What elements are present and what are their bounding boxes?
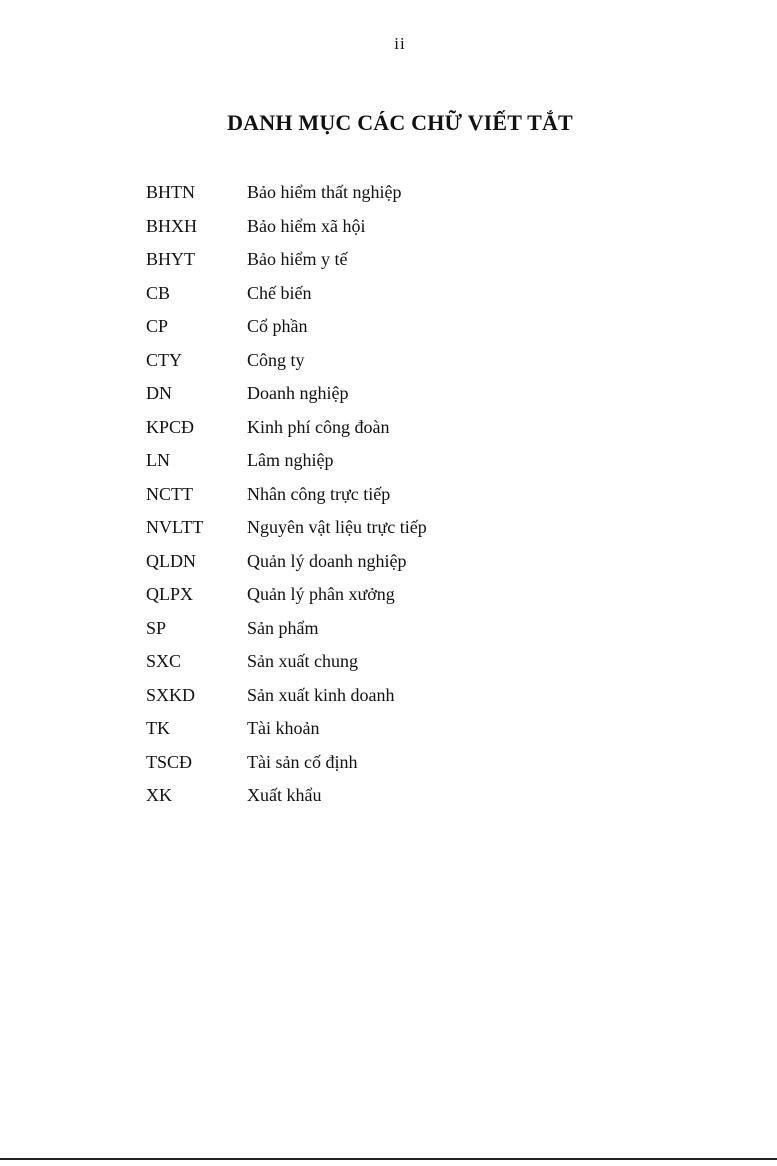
abbreviation-meaning: Doanh nghiệp (247, 383, 349, 403)
abbreviation-row (146, 245, 666, 279)
abbreviation-meaning: Tài khoản (247, 718, 320, 738)
abbreviation-code: CTY (146, 349, 182, 370)
abbreviation-code: BHXH (146, 215, 198, 236)
abbreviation-code: CB (146, 282, 171, 303)
bottom-divider (0, 1158, 777, 1160)
abbreviation-code: QLPX (146, 584, 194, 604)
abbreviation-meaning: Xuất khẩu (247, 785, 322, 805)
abbreviation-meaning: Kinh phí công đoàn (247, 416, 390, 437)
abbreviation-meaning: Quản lý doanh nghiệp (247, 550, 407, 571)
abbreviation-meaning: Bảo hiểm y tế (247, 249, 348, 269)
abbreviation-code: SXC (146, 651, 182, 671)
abbreviation-row (146, 513, 666, 547)
abbreviation-code: NCTT (146, 483, 193, 504)
abbreviation-meaning: Công ty (247, 349, 305, 370)
page-title: DANH MỤC CÁC CHỮ VIẾT TẮT (227, 110, 573, 135)
abbreviation-row (146, 346, 666, 380)
abbreviation-meaning: Bảo hiểm xã hội (247, 215, 366, 236)
abbreviation-code: KPCĐ (146, 416, 195, 437)
abbreviation-row (146, 781, 666, 815)
abbreviation-row (146, 446, 666, 480)
abbreviation-code: SXKD (146, 684, 196, 705)
abbreviation-meaning: Tài sản cố định (247, 751, 358, 772)
abbreviation-code: TK (146, 718, 170, 738)
abbreviation-code: BHTN (146, 182, 195, 202)
abbreviation-code: CP (146, 316, 169, 336)
abbreviation-row (146, 178, 666, 212)
abbreviation-meaning: Sản xuất chung (247, 651, 358, 671)
abbreviation-meaning: Quản lý phân xưởng (247, 584, 395, 604)
abbreviation-code: NVLTT (146, 517, 204, 537)
abbreviation-row (146, 279, 666, 313)
abbreviation-row (146, 681, 666, 715)
abbreviation-meaning: Cổ phần (247, 316, 308, 336)
abbreviation-meaning: Bảo hiểm thất nghiệp (247, 182, 402, 202)
abbreviation-meaning: Nguyên vật liệu trực tiếp (247, 517, 427, 537)
abbreviation-row (146, 714, 666, 748)
abbreviation-code: TSCĐ (146, 751, 193, 772)
abbreviation-list (146, 178, 666, 815)
abbreviation-row (146, 614, 666, 648)
abbreviation-row (146, 212, 666, 246)
abbreviation-meaning: Chế biến (247, 282, 312, 303)
page-number: ii (394, 34, 406, 53)
abbreviation-meaning: Sản xuất kinh doanh (247, 684, 395, 705)
abbreviation-row (146, 547, 666, 581)
abbreviation-row (146, 580, 666, 614)
abbreviation-code: BHYT (146, 249, 195, 269)
abbreviation-row (146, 413, 666, 447)
abbreviation-row (146, 748, 666, 782)
abbreviation-code: SP (146, 617, 167, 638)
abbreviation-row (146, 480, 666, 514)
abbreviation-code: LN (146, 450, 170, 470)
abbreviation-row (146, 647, 666, 681)
abbreviation-code: XK (146, 785, 172, 805)
abbreviation-meaning: Sản phẩm (247, 617, 319, 638)
abbreviation-meaning: Lâm nghiệp (247, 450, 334, 470)
abbreviation-code: DN (146, 383, 172, 403)
abbreviation-meaning: Nhân công trực tiếp (247, 483, 391, 504)
abbreviation-row (146, 312, 666, 346)
abbreviation-code: QLDN (146, 550, 196, 571)
abbreviation-row (146, 379, 666, 413)
